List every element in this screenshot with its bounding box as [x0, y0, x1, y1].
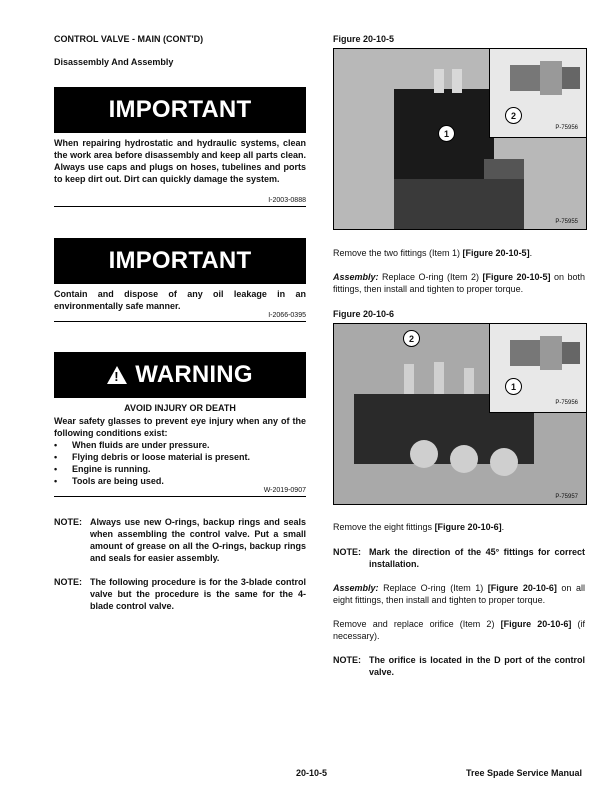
- page-number: 20-10-5: [296, 768, 328, 778]
- warning-banner-label: WARNING: [135, 361, 253, 388]
- figure-2-title: Figure 20-10-6: [333, 309, 395, 319]
- figure-1-title: Figure 20-10-5: [333, 34, 395, 44]
- paragraph-remove-eight: Remove the eight fittings [Figure 20-10-6].: [333, 522, 505, 532]
- figure-2-inset: [489, 324, 586, 413]
- note-1: NOTE: Always use new O-rings, backup rings and seals when assembling the control valve. Put a small amount of grease on all the O-rings, backup rings and seals for easier assembly.: [54, 517, 306, 563]
- figure-1-inset-code: P-75956: [555, 125, 578, 131]
- figure-1-inset: [489, 49, 586, 138]
- list-item: • When fluids are under pressure.: [54, 440, 210, 450]
- figure-2-main-code: P-75957: [555, 494, 578, 500]
- important-banner-2: IMPORTANT: [54, 238, 306, 284]
- warning-banner: [54, 352, 306, 398]
- fitting-icon: [490, 49, 586, 119]
- warning-list: [54, 439, 306, 487]
- manual-title: Tree Spade Service Manual: [466, 768, 583, 778]
- section-subtitle: Disassembly And Assembly: [54, 57, 174, 67]
- callout-item-1: 1: [438, 125, 455, 142]
- figure-2-inset-code: P-75956: [555, 400, 578, 406]
- section-title: CONTROL VALVE - MAIN (CONT'D): [54, 34, 204, 44]
- warning-intro: Wear safety glasses to prevent eye injury when any of the following conditions exist:: [54, 416, 306, 438]
- important-code-2: I-2066-0395: [54, 312, 306, 322]
- paragraph-assembly-1: Assembly: Replace O-ring (Item 2) [Figure 20-10-5] on both fittings, then install and tighten to proper torque.: [333, 272, 585, 294]
- list-item: • Engine is running.: [54, 464, 151, 474]
- figure-2-photo: [333, 323, 587, 505]
- important-text-1: When repairing hydrostatic and hydraulic systems, clean the work area before disassembly and keep all parts clean. Always use caps and plugs on hoses, tubelines and ports to keep dirt out. Dirt can quickly damage the system.: [54, 138, 306, 184]
- important-code-1: I-2003-0888: [54, 197, 306, 207]
- callout-item-1: 1: [505, 378, 522, 395]
- list-item: • Tools are being used.: [54, 476, 164, 486]
- note-direction: NOTE: Mark the direction of the 45° fittings for correct installation.: [333, 547, 585, 569]
- note-orifice: NOTE: The orifice is located in the D port of the control valve.: [333, 655, 585, 677]
- paragraph-orifice: Remove and replace orifice (Item 2) [Figure 20-10-6] (if necessary).: [333, 619, 586, 641]
- paragraph-remove-two: Remove the two fittings (Item 1) [Figure 20-10-5].: [333, 248, 533, 258]
- important-text-2: Contain and dispose of any oil leakage in an environmentally safe manner.: [54, 289, 306, 311]
- figure-1-main-code: P-75955: [555, 219, 578, 225]
- warning-code: W-2019-0907: [54, 487, 306, 497]
- note-2: NOTE: The following procedure is for the 3-blade control valve but the procedure is the same for the 4-blade control valve.: [54, 577, 306, 611]
- warning-triangle-icon: !: [107, 366, 127, 384]
- important-banner-1: IMPORTANT: [54, 87, 306, 133]
- figure-1-photo: [333, 48, 587, 230]
- paragraph-assembly-2: Assembly: Replace O-ring (Item 1) [Figure 20-10-6] on all eight fittings, then install and tighten to proper torque.: [333, 583, 585, 605]
- list-item: • Flying debris or loose material is present.: [54, 452, 251, 462]
- warning-heading: AVOID INJURY OR DEATH: [124, 403, 236, 413]
- callout-item-2: 2: [403, 330, 420, 347]
- callout-item-2: 2: [505, 107, 522, 124]
